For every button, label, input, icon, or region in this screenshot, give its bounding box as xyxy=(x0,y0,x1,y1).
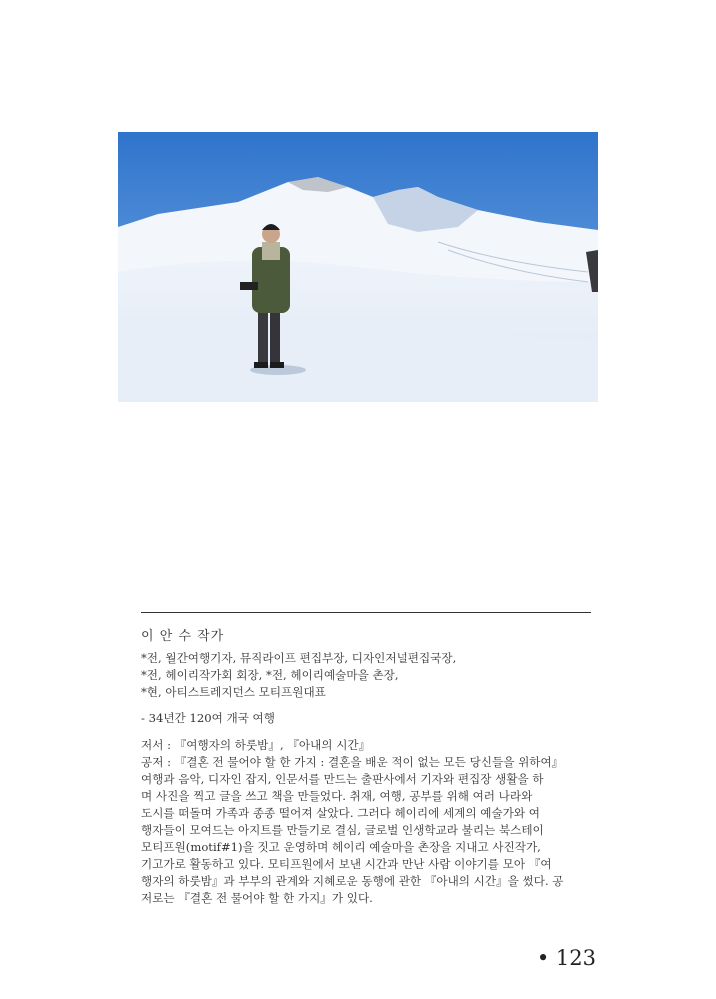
divider-line xyxy=(141,612,591,613)
bio-line: 저로는 『결혼 전 물어야 할 한 가지』가 있다. xyxy=(141,891,373,905)
career-list xyxy=(141,650,593,701)
travel-line: - 34년간 120여 개국 여행 xyxy=(141,711,275,725)
author-name: 이 안 수 작가 xyxy=(141,629,225,644)
mountain-photo xyxy=(118,132,598,402)
snowy-mountain-illustration xyxy=(118,132,598,402)
travel-summary xyxy=(141,710,593,727)
bio-line: 며 사진을 찍고 글을 쓰고 책을 만들었다. 취재, 여행, 공부를 위해 여러 나라와 xyxy=(141,789,533,803)
bio-line: 도시를 떠돌며 가족과 종종 떨어져 살았다. 그러다 헤이리에 세계의 예술가와 여 xyxy=(141,806,540,820)
page-number: • 123 xyxy=(536,946,596,970)
career-line: *전, 월간여행기자, 뮤직라이프 편집부장, 디자인저널편집국장, xyxy=(141,651,457,665)
works-line: 공저 : 『결혼 전 물어야 할 한 가지 : 결혼을 배운 적이 없는 모든 당신들을 위하여』 xyxy=(141,755,564,769)
bio-line: 모티프원(motif#1)을 짓고 운영하며 헤이리 예술마을 촌장을 지내고 사진작가, xyxy=(141,840,541,854)
career-line: *전, 헤이리작가회 회장, *전, 헤이리예술마을 촌장, xyxy=(141,668,399,682)
career-line: *현, 아티스트레지던스 모티프원대표 xyxy=(141,685,326,699)
bio-line: 행자들이 모여드는 아지트를 만들기로 결심, 글로벌 인생학교라 불리는 북스테이 xyxy=(141,823,544,837)
bio-line: 기고가로 활동하고 있다. 모티프원에서 보낸 시간과 만난 사람 이야기를 모아 『여 xyxy=(141,857,552,871)
works-line: 저서 : 『여행자의 하룻밤』, 『아내의 시간』 xyxy=(141,738,371,752)
author-bio xyxy=(141,771,593,907)
bio-line: 행자의 하룻밤』과 부부의 관계와 지혜로운 동행에 관한 『아내의 시간』을 썼다. 공 xyxy=(141,874,564,888)
bio-line: 여행과 음악, 디자인 잡지, 인문서를 만드는 출판사에서 기자와 편집장 생활을 하 xyxy=(141,772,544,786)
works-list xyxy=(141,737,593,771)
